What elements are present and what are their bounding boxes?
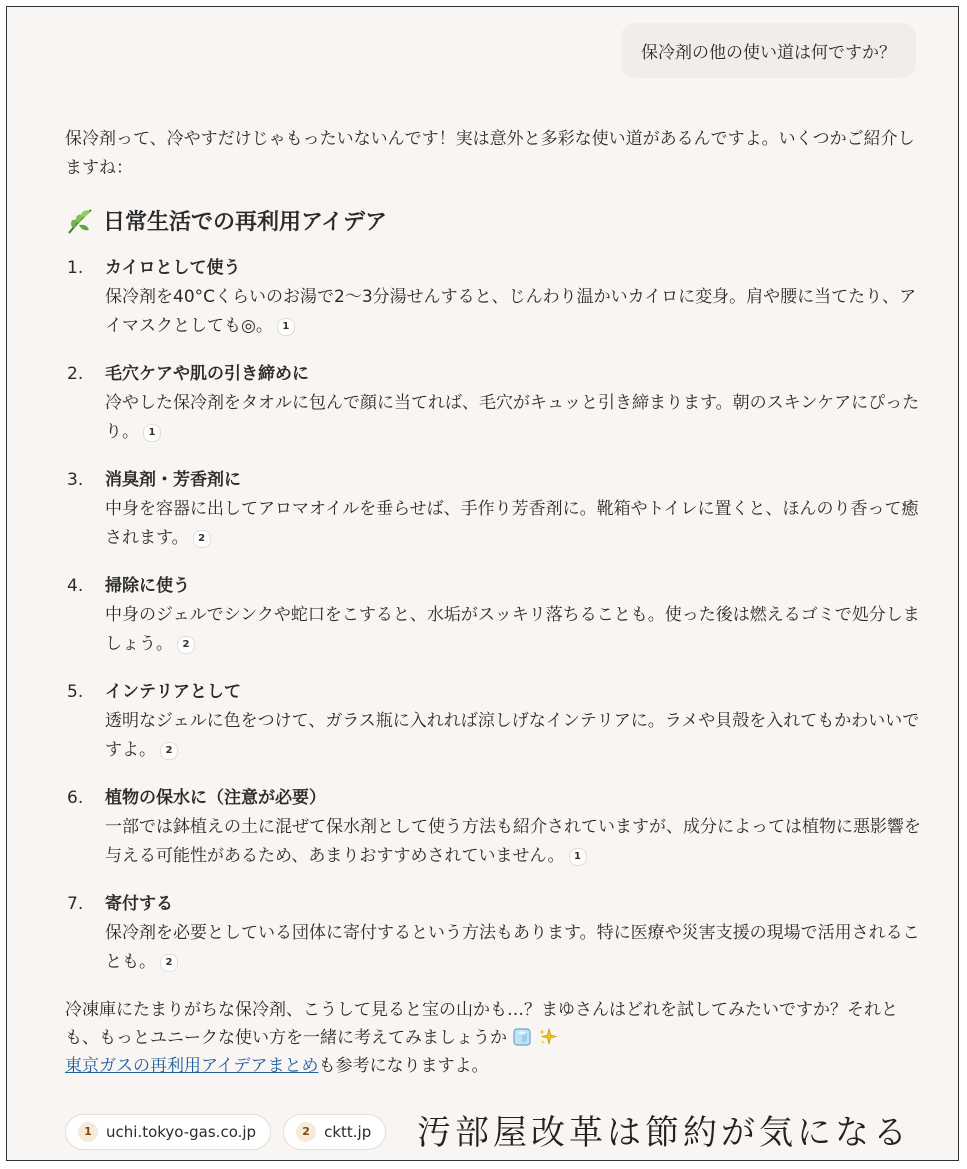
list-item (65, 890, 925, 977)
response-intro: 保冷剤って、冷やすだけじゃもったいないんです！実は意外と多彩な使い道があるんですよ。いくつかご紹介しますね： (65, 129, 915, 178)
chat-window (6, 6, 959, 1161)
item-description: 透明なジェルに色をつけて、ガラス瓶に入れれば涼しげなインテリアに。ラメや貝殻を入れてもかわいいですよ。 2 (105, 711, 920, 760)
user-message-text: 保冷剤の他の使い道は何ですか？ (641, 43, 896, 63)
item-title: 寄付する (105, 894, 173, 914)
source-chip-uchi-tokyo-gas[interactable] (65, 1114, 271, 1150)
item-description: 中身のジェルでシンクや蛇口をこすると、水垢がスッキリ落ちることも。使った後は燃えるゴミで処分しましょう。 2 (105, 605, 920, 654)
item-number: 1. (67, 258, 84, 278)
list-item (65, 360, 925, 447)
item-number: 6. (67, 788, 84, 808)
handwritten-note: 汚部屋改革は節約が気になる (417, 1113, 911, 1153)
item-description: 保冷剤を40°Cくらいのお湯で2〜3分湯せんすると、じんわり温かいカイロに変身。肩や腰に当てたり、アイマスクとしても◎。 1 (105, 287, 917, 336)
item-description: 冷やした保冷剤をタオルに包んで顔に当てれば、毛穴がキュッと引き締まります。朝のスキンケアにぴったり。 1 (105, 393, 920, 442)
source-number: 2 (296, 1122, 316, 1142)
item-number: 5. (67, 682, 84, 702)
citation-badge[interactable]: 2 (160, 954, 178, 972)
item-description: 中身を容器に出してアロマオイルを垂らせば、手作り芳香剤に。靴箱やトイレに置くと、ほんのり香って癒されます。 2 (105, 499, 919, 548)
list-item (65, 678, 925, 765)
citation-badge[interactable]: 2 (177, 636, 195, 654)
item-description: 保冷剤を必要としている団体に寄付するという方法もあります。特に医療や災害支援の現場で活用されることも。 2 (105, 923, 920, 972)
source-chip-cktt[interactable] (283, 1114, 386, 1150)
sources-bar (65, 1114, 386, 1150)
citation-badge[interactable]: 1 (143, 424, 161, 442)
user-message-bubble (621, 23, 916, 78)
citation-badge[interactable]: 2 (160, 742, 178, 760)
leaf-icon (65, 206, 95, 236)
item-number: 2. (67, 364, 84, 384)
list-item (65, 254, 925, 341)
source-number: 1 (78, 1122, 98, 1142)
item-title: 植物の保水に（注意が必要） (105, 788, 326, 808)
response-outro (65, 996, 925, 1080)
item-title: 毛穴ケアや肌の引き締めに (105, 364, 309, 384)
item-number: 4. (67, 576, 84, 596)
item-title: 掃除に使う (105, 576, 190, 596)
citation-badge[interactable]: 1 (569, 848, 587, 866)
assistant-response (65, 125, 925, 1080)
citation-badge[interactable]: 1 (277, 318, 295, 336)
citation-badge[interactable]: 2 (193, 530, 211, 548)
item-title: 消臭剤・芳香剤に (105, 470, 241, 490)
section-heading-text: 日常生活での再利用アイデア (103, 210, 388, 235)
section-heading (65, 205, 925, 236)
link-suffix: も参考になりますよ。 (318, 1056, 489, 1076)
item-title: インテリアとして (105, 682, 241, 702)
ideas-list (65, 254, 925, 977)
list-item (65, 572, 925, 659)
ice-cube-icon (512, 1027, 532, 1047)
item-description: 一部では鉢植えの土に混ぜて保水剤として使う方法も紹介されていますが、成分によっては植物に悪影響を与える可能性があるため、あまりおすすめされていません。 1 (105, 817, 921, 866)
source-label: cktt.jp (324, 1123, 372, 1141)
source-label: uchi.tokyo-gas.co.jp (106, 1123, 257, 1141)
sparkles-icon (538, 1027, 558, 1047)
item-title: カイロとして使う (105, 258, 241, 278)
tokyo-gas-link[interactable]: 東京ガスの再利用アイデアまとめ (65, 1056, 319, 1076)
list-item (65, 784, 925, 871)
list-item (65, 466, 925, 553)
item-number: 3. (67, 470, 84, 490)
outro-text: 冷凍庫にたまりがちな保冷剤、こうして見ると宝の山かも…？まゆさんはどれを試してみたいですか？それとも、もっとユニークな使い方を一緒に考えてみましょうか (65, 1000, 898, 1048)
item-number: 7. (67, 894, 84, 914)
